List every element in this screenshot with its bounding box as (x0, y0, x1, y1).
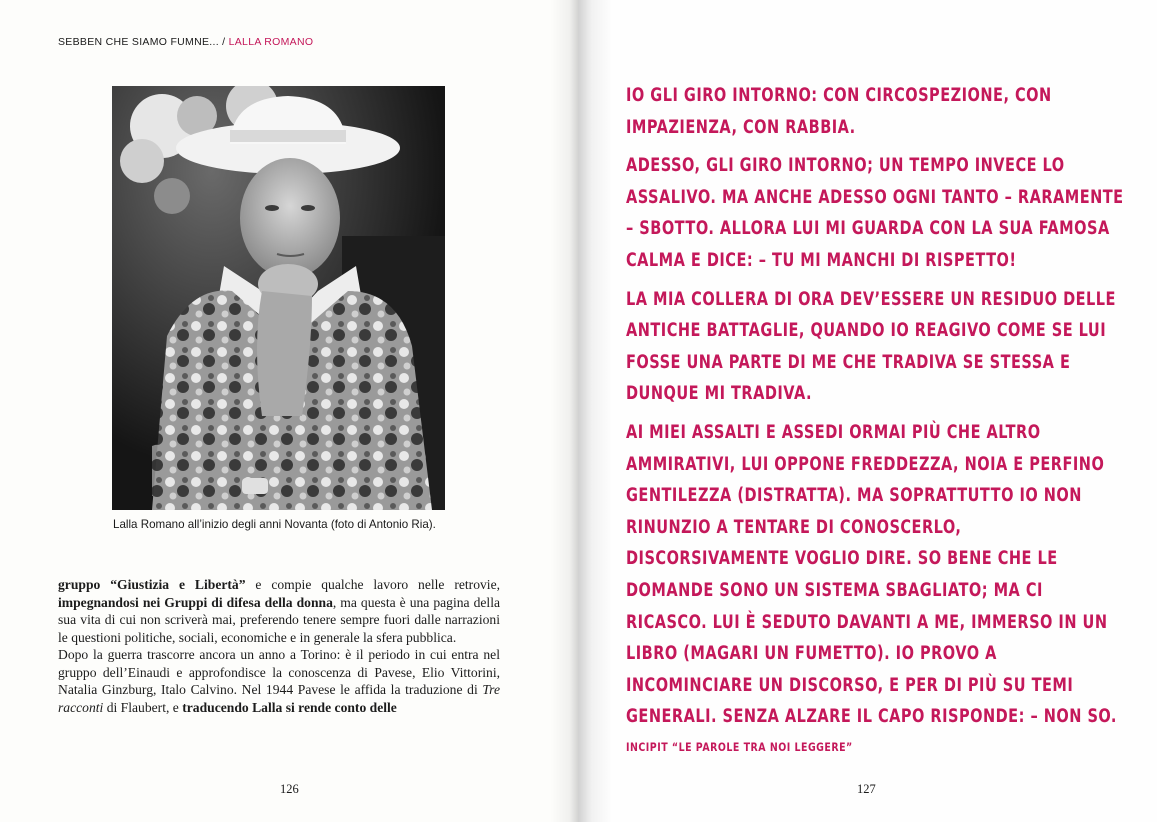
page-number-right: 127 (857, 782, 876, 796)
body-span: e compie qualche lavoro nelle retrovie, (245, 577, 501, 592)
body-paragraph (58, 576, 500, 646)
running-head-separator: / (218, 36, 229, 48)
portrait-photo-image (112, 86, 445, 510)
quote-paragraph: ADESSO, GLI GIRO INTORNO; UN TEMPO INVECE LO ASSALIVO. MA ANCHE ADESSO OGNI TANTO – RARAMENTE – SBOTTO. ALLORA LUI MI GUARDA CON LA SUA FAMOSA CALMA E DICE: – TU MI MANCHI DI RISPETTO! (626, 155, 1124, 271)
quote-paragraph: AI MIEI ASSALTI E ASSEDI ORMAI PIÙ CHE ALTRO AMMIRATIVI, LUI OPPONE FREDDEZZA, NOIA E PERFINO GENTILEZZA (DISTRATTA). MA SOPRATTUTTO IO NON RINUNZIO A TENTARE DI CONOSCERLO, DISCORSIVAMENTE VOGLIO DIRE. SO BENE CHE LE DOMANDE SONO UN SISTEMA SBAGLIATO; MA CI RICASCO. LUI È SEDUTO DAVANTI A ME, IMMERSO IN UN LIBRO (MAGARI UN FUMETTO). IO PROVO A INCOMINCIARE UN DISCORSO, E PER DI PIÙ SU TEMI GENERALI. SENZA ALZARE IL CAPO RISPONDE: – NON SO. (626, 421, 1117, 728)
body-bold-span: gruppo “Giustizia e Libertà” (58, 577, 246, 592)
gutter-shadow (550, 0, 578, 822)
page-number-left: 126 (280, 782, 299, 796)
body-bold-span: impegnandosi nei Gruppi di difesa della donna (58, 594, 333, 610)
quote-block (626, 80, 1126, 740)
body-span: Dopo la guerra trascorre ancora un anno a Torino: è il periodo in cui entra nel gruppo dell’Einaudi e approfondisce la conoscenza di Pavese, Elio Vittorini, Natalia Ginzburg, Italo Calvino. Nel 1944 Pavese le affida la traduzione di (58, 647, 500, 697)
portrait-photo (112, 86, 445, 510)
photo-caption: Lalla Romano all’inizio degli anni Novanta (foto di Antonio Ria). (113, 518, 436, 531)
body-span: di Flaubert, e (103, 699, 183, 715)
quote-source: INCIPIT “LE PAROLE TRA NOI LEGGERE” (626, 740, 853, 754)
running-head-title: SEBBEN CHE SIAMO FUMNE... (58, 36, 219, 48)
running-head-author: LALLA ROMANO (228, 36, 314, 48)
book-title-italic: Tre racconti (58, 682, 500, 715)
gutter-shadow (578, 0, 612, 822)
quote-paragraph: IO GLI GIRO INTORNO: CON CIRCOSPEZIONE, CON IMPAZIENZA, CON RABBIA. (626, 85, 1052, 138)
running-head (58, 36, 313, 48)
body-text (58, 576, 500, 716)
body-bold-span: traducendo Lalla si rende conto delle (182, 699, 397, 715)
left-page (0, 0, 578, 822)
body-span: , ma questa è una pagina della sua vita di cui non scriverà mai, preferendo tenere sempre fuori dalle narrazioni le questioni politiche, sociali, economiche e in generale la sfera pubblica. (58, 594, 501, 645)
body-paragraph (58, 646, 500, 716)
right-page (578, 0, 1157, 822)
quote-paragraph: LA MIA COLLERA DI ORA DEV’ESSERE UN RESIDUO DELLE ANTICHE BATTAGLIE, QUANDO IO REAGIVO COME SE LUI FOSSE UNA PARTE DI ME CHE TRADIVA SE STESSA E DUNQUE MI TRADIVA. (626, 288, 1116, 405)
